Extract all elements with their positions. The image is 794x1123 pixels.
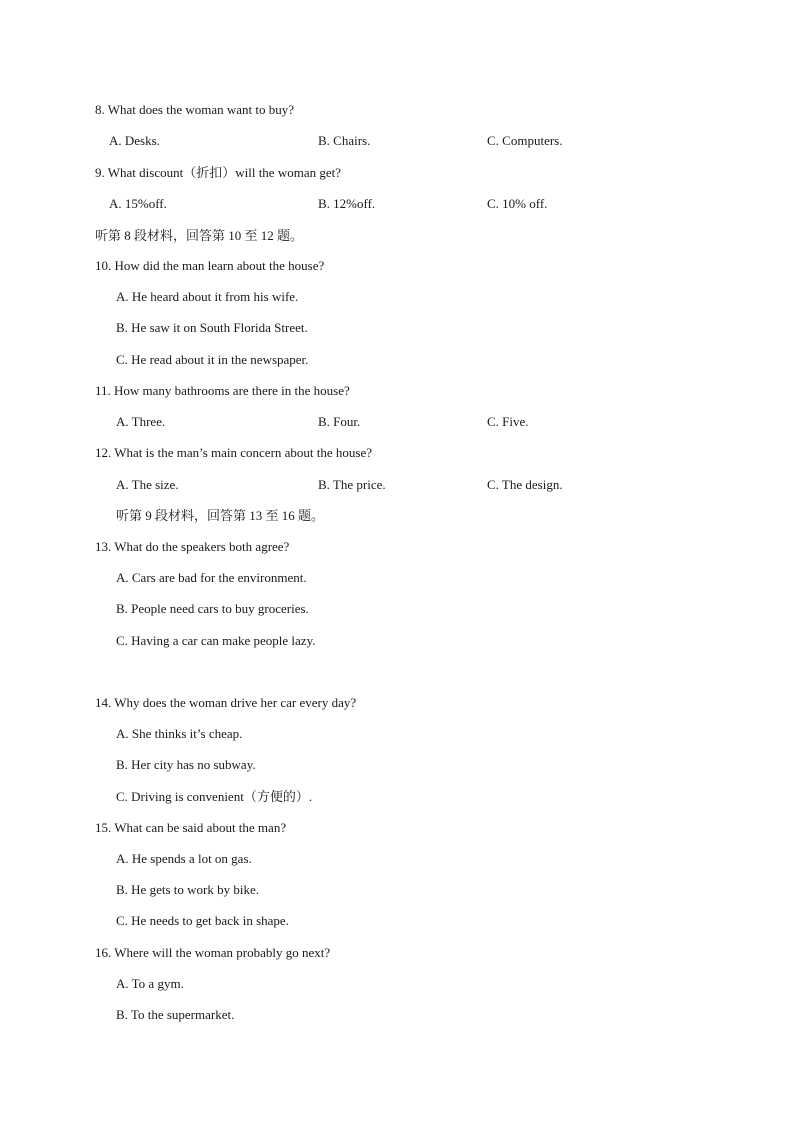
- q16-option-a: A. To a gym.: [116, 976, 184, 991]
- q10-option-a: A. He heard about it from his wife.: [116, 289, 299, 304]
- q8-option-c: C. Computers.: [487, 133, 563, 148]
- question-8: 8. What does the woman want to buy?: [95, 102, 295, 117]
- q14-option-b: B. Her city has no subway.: [116, 757, 256, 772]
- question-9: 9. What discount（折扣）will the woman get?: [95, 165, 341, 180]
- q10-option-c: C. He read about it in the newspaper.: [116, 352, 309, 367]
- q11-option-c: C. Five.: [487, 414, 529, 429]
- question-15: 15. What can be said about the man?: [95, 820, 287, 835]
- q12-option-c: C. The design.: [487, 477, 563, 492]
- q8-option-a: A. Desks.: [109, 133, 160, 148]
- q11-option-b: B. Four.: [318, 414, 361, 429]
- q9-option-c: C. 10% off.: [487, 196, 548, 211]
- q13-option-a: A. Cars are bad for the environment.: [116, 570, 307, 585]
- q16-option-b: B. To the supermarket.: [116, 1007, 235, 1022]
- q12-option-a: A. The size.: [116, 477, 179, 492]
- q14-option-a: A. She thinks it’s cheap.: [116, 726, 243, 741]
- question-13: 13. What do the speakers both agree?: [95, 539, 290, 554]
- question-16: 16. Where will the woman probably go next?: [95, 945, 331, 960]
- q10-option-b: B. He saw it on South Florida Street.: [116, 320, 308, 335]
- section-heading-9: 听第 9 段材料，回答第 13 至 16 题。: [116, 508, 325, 523]
- question-14: 14. Why does the woman drive her car every day?: [95, 695, 357, 710]
- question-10: 10. How did the man learn about the house?: [95, 258, 325, 273]
- q8-option-b: B. Chairs.: [318, 133, 371, 148]
- q15-option-b: B. He gets to work by bike.: [116, 882, 259, 897]
- q13-option-b: B. People need cars to buy groceries.: [116, 601, 309, 616]
- question-12: 12. What is the man’s main concern about the house?: [95, 445, 373, 460]
- section-heading-8: 听第 8 段材料，回答第 10 至 12 题。: [95, 228, 304, 243]
- q13-option-c: C. Having a car can make people lazy.: [116, 633, 316, 648]
- q12-option-b: B. The price.: [318, 477, 386, 492]
- q9-option-b: B. 12%off.: [318, 196, 376, 211]
- q14-option-c: C. Driving is convenient（方便的）.: [116, 789, 313, 804]
- question-11: 11. How many bathrooms are there in the house?: [95, 383, 350, 398]
- q9-option-a: A. 15%off.: [109, 196, 167, 211]
- q15-option-a: A. He spends a lot on gas.: [116, 851, 252, 866]
- q15-option-c: C. He needs to get back in shape.: [116, 913, 289, 928]
- q11-option-a: A. Three.: [116, 414, 166, 429]
